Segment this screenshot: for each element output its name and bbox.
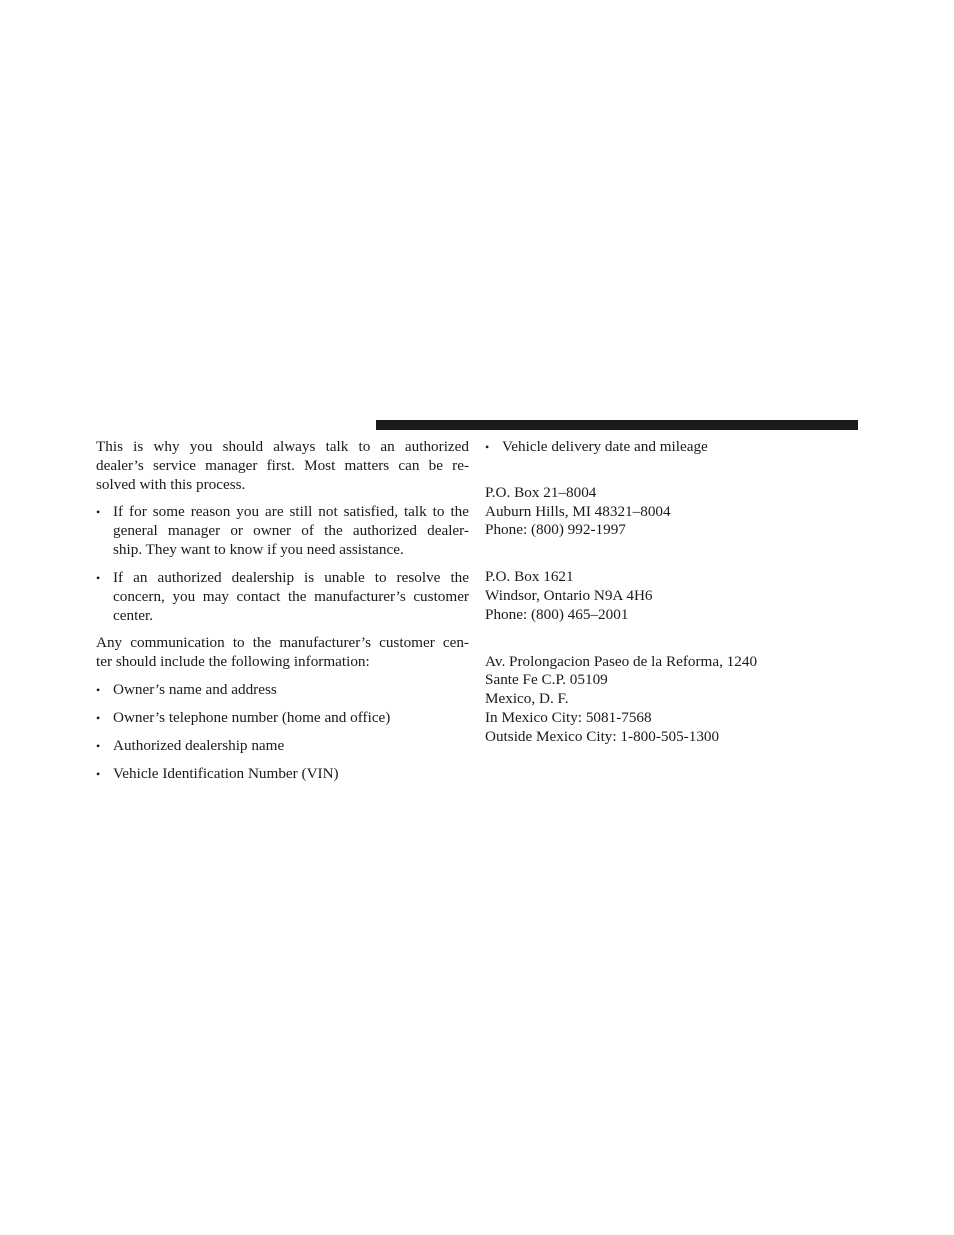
bullet-icon: •	[96, 766, 101, 781]
address-line: Auburn Hills, MI 48321–8004	[485, 502, 671, 520]
list-item-line: ship. They want to know if you need assistance.	[113, 540, 404, 558]
list-item	[96, 737, 469, 756]
intro-line: This is why you should always talk to an authorized	[96, 438, 469, 455]
list-item-line: general manager or owner of the authorized dealer-	[113, 522, 469, 540]
list-item-text: Owner’s name and address	[113, 680, 277, 698]
list-item-line: center.	[113, 606, 154, 624]
list-item	[96, 709, 469, 728]
bullet-icon: •	[96, 505, 101, 520]
list-item	[485, 438, 858, 457]
phone-line: Phone: (800) 992-1997	[485, 521, 626, 539]
bullet-icon: •	[96, 682, 101, 697]
address-line: P.O. Box 1621	[485, 568, 574, 586]
list-item-text: Authorized dealership name	[113, 736, 285, 754]
bullet-icon: •	[485, 440, 490, 454]
communication-paragraph	[96, 634, 469, 672]
address-block-mexico	[485, 653, 858, 747]
address-line: P.O. Box 21–8004	[485, 483, 597, 501]
address-line: Av. Prolongacion Paseo de la Reforma, 1240	[485, 652, 758, 670]
info-list	[96, 681, 469, 784]
list-item-line: If for some reason you are still not satisfied, talk to the	[113, 503, 469, 521]
list-item-text: Vehicle Identification Number (VIN)	[113, 764, 339, 782]
list-item	[96, 681, 469, 700]
list-item-text: Owner’s telephone number (home and office)	[113, 708, 391, 726]
guidance-list	[96, 503, 469, 625]
address-block-canada	[485, 568, 858, 624]
left-column	[96, 438, 469, 784]
intro-line: dealer’s service manager first. Most matters can be re-	[96, 456, 469, 474]
right-column	[485, 438, 858, 747]
list-item	[96, 569, 469, 625]
address-line: Mexico, D. F.	[485, 690, 569, 708]
bullet-icon: •	[96, 738, 101, 753]
list-item	[96, 503, 469, 559]
list-item-text: Vehicle delivery date and mileage	[502, 438, 708, 455]
address-line: Windsor, Ontario N9A 4H6	[485, 586, 653, 604]
bullet-icon: •	[96, 710, 101, 725]
section-header-rule	[376, 420, 858, 430]
communication-line: ter should include the following information:	[96, 653, 370, 671]
list-item	[96, 765, 469, 784]
info-list-continued	[485, 438, 858, 457]
list-item-line: If an authorized dealership is unable to resolve the	[113, 568, 469, 586]
intro-line: solved with this process.	[96, 475, 246, 493]
bullet-icon: •	[96, 570, 101, 585]
list-item-line: concern, you may contact the manufacturer’s customer	[113, 587, 469, 605]
address-line: Sante Fe C.P. 05109	[485, 671, 608, 689]
phone-line: Phone: (800) 465–2001	[485, 605, 629, 623]
address-block-usa	[485, 484, 858, 540]
phone-line: Outside Mexico City: 1-800-505-1300	[485, 727, 720, 745]
communication-line: Any communication to the manufacturer’s customer cen-	[96, 634, 469, 652]
phone-line: In Mexico City: 5081-7568	[485, 708, 652, 726]
intro-paragraph	[96, 438, 469, 494]
